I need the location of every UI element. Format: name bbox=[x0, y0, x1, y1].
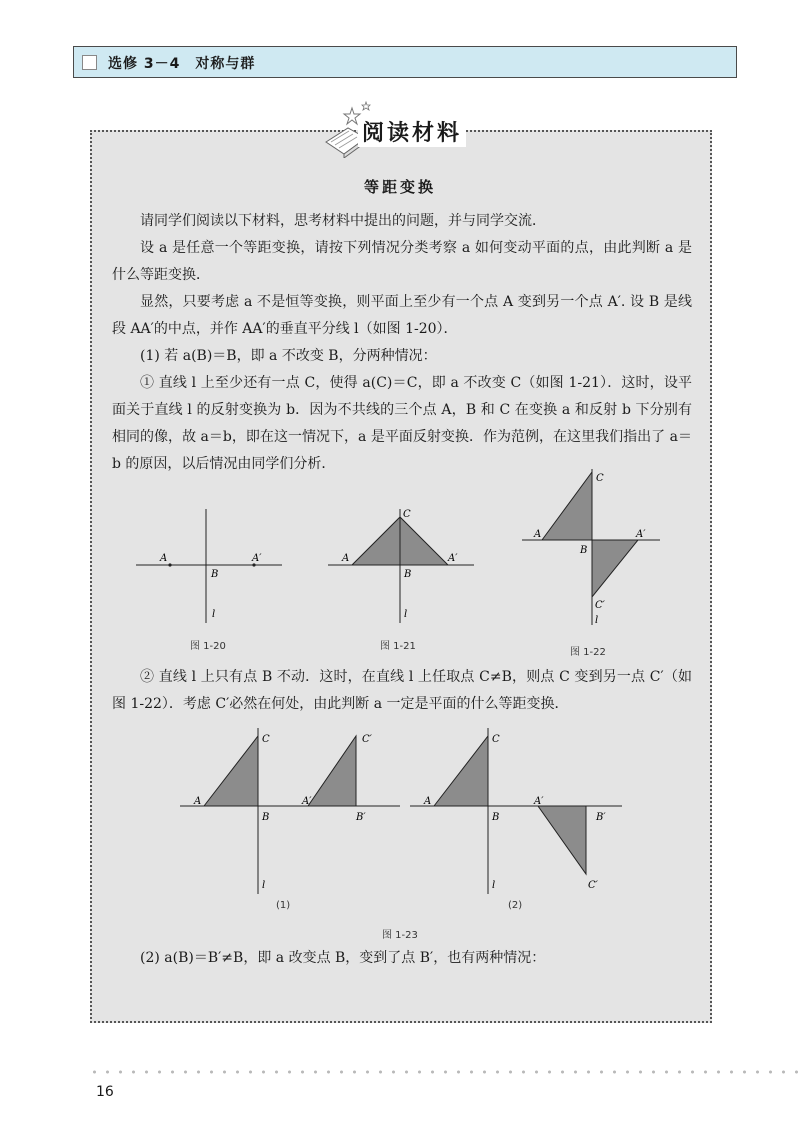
label-b: B bbox=[580, 545, 588, 556]
label-a-prime: A′ bbox=[534, 796, 544, 807]
label-l: l bbox=[595, 615, 599, 626]
label-c: C bbox=[403, 509, 411, 520]
footer-divider bbox=[88, 1070, 800, 1074]
label-l: l bbox=[404, 609, 408, 620]
label-c-prime: C′ bbox=[595, 600, 605, 611]
label-a: A bbox=[424, 796, 432, 807]
paragraph-case-2: (2) a(B)＝B′≠B，即 a 改变点 B，变到了点 B′，也有两种情况： bbox=[140, 950, 546, 966]
caption-fig-1-23: 图 1-23 bbox=[382, 930, 418, 941]
label-a: A bbox=[194, 796, 202, 807]
label-a: A bbox=[160, 553, 168, 564]
label-c-prime: C′ bbox=[588, 880, 598, 891]
label-c: C bbox=[492, 734, 500, 745]
subcaption-1: (1) bbox=[276, 900, 291, 911]
caption-fig-1-22: 图 1-22 bbox=[570, 647, 606, 658]
figure-1-23-part-2 bbox=[408, 724, 624, 894]
figure-1-21 bbox=[324, 505, 474, 625]
page-number: 16 bbox=[96, 1084, 114, 1100]
paragraph-case-1a: ① 直线 l 上至少还有一点 C，使得 a(C)＝C，即 a 不改变 C（如图 1-21）．这时，设平面关于直线 l 的反射变换为 b．因为不共线的三个点 A，B 和 C 在变换 a 和反射 b 下分别有相同的像，故 a＝b，即在这一情况下，a 是平面反射变换．作为范例，在这里我们指出了 a＝b 的原因，以后情况由同学们分析． bbox=[112, 375, 692, 472]
caption-fig-1-20: 图 1-20 bbox=[190, 641, 226, 652]
caption-fig-1-21: 图 1-21 bbox=[380, 641, 416, 652]
figure-1-23-part-1 bbox=[178, 724, 400, 894]
header-square-icon bbox=[82, 55, 97, 70]
label-l: l bbox=[492, 880, 496, 891]
label-l: l bbox=[262, 880, 266, 891]
header-title: 选修 3－4 对称与群 bbox=[108, 56, 256, 72]
label-l: l bbox=[212, 609, 216, 620]
label-b-prime: B′ bbox=[356, 812, 366, 823]
paragraph-setup: 设 a 是任意一个等距变换，请按下列情况分类考察 a 如何变动平面的点，由此判断 a 是什么等距变换． bbox=[112, 240, 692, 283]
section-title: 等距变换 bbox=[363, 178, 436, 196]
subcaption-2: (2) bbox=[508, 900, 523, 911]
label-a: A bbox=[534, 529, 542, 540]
label-b: B bbox=[492, 812, 500, 823]
paragraph-case-1: (1) 若 a(B)＝B，即 a 不改变 B，分两种情况： bbox=[140, 348, 437, 364]
label-a: A bbox=[342, 553, 350, 564]
label-b-prime: B′ bbox=[596, 812, 606, 823]
figure-1-20 bbox=[132, 505, 282, 625]
label-a-prime: A′ bbox=[302, 796, 312, 807]
label-a-prime: A′ bbox=[636, 529, 646, 540]
figure-1-22 bbox=[520, 467, 660, 627]
label-a-prime: A′ bbox=[252, 553, 262, 564]
label-b: B bbox=[404, 569, 412, 580]
paragraph-case-1b: ② 直线 l 上只有点 B 不动．这时，在直线 l 上任取点 C≠B，则点 C 变到另一点 C′（如图 1-22）．考虑 C′必然在何处，由此判断 a 一定是平面的什么等距变换． bbox=[112, 669, 692, 712]
banner-title: 阅读材料 bbox=[358, 116, 466, 147]
paragraph-premise: 显然，只要考虑 a 不是恒等变换，则平面上至少有一个点 A 变到另一个点 A′. 设 B 是线段 AA′的中点，并作 AA′的垂直平分线 l（如图 1-20）． bbox=[112, 294, 692, 337]
label-a-prime: A′ bbox=[448, 553, 458, 564]
label-b: B bbox=[211, 569, 219, 580]
paragraph-intro: 请同学们阅读以下材料，思考材料中提出的问题，并与同学交流． bbox=[140, 213, 546, 229]
label-c-prime: C′ bbox=[362, 734, 372, 745]
label-b: B bbox=[262, 812, 270, 823]
label-c: C bbox=[596, 473, 604, 484]
label-c: C bbox=[262, 734, 270, 745]
header-bar bbox=[73, 46, 737, 78]
